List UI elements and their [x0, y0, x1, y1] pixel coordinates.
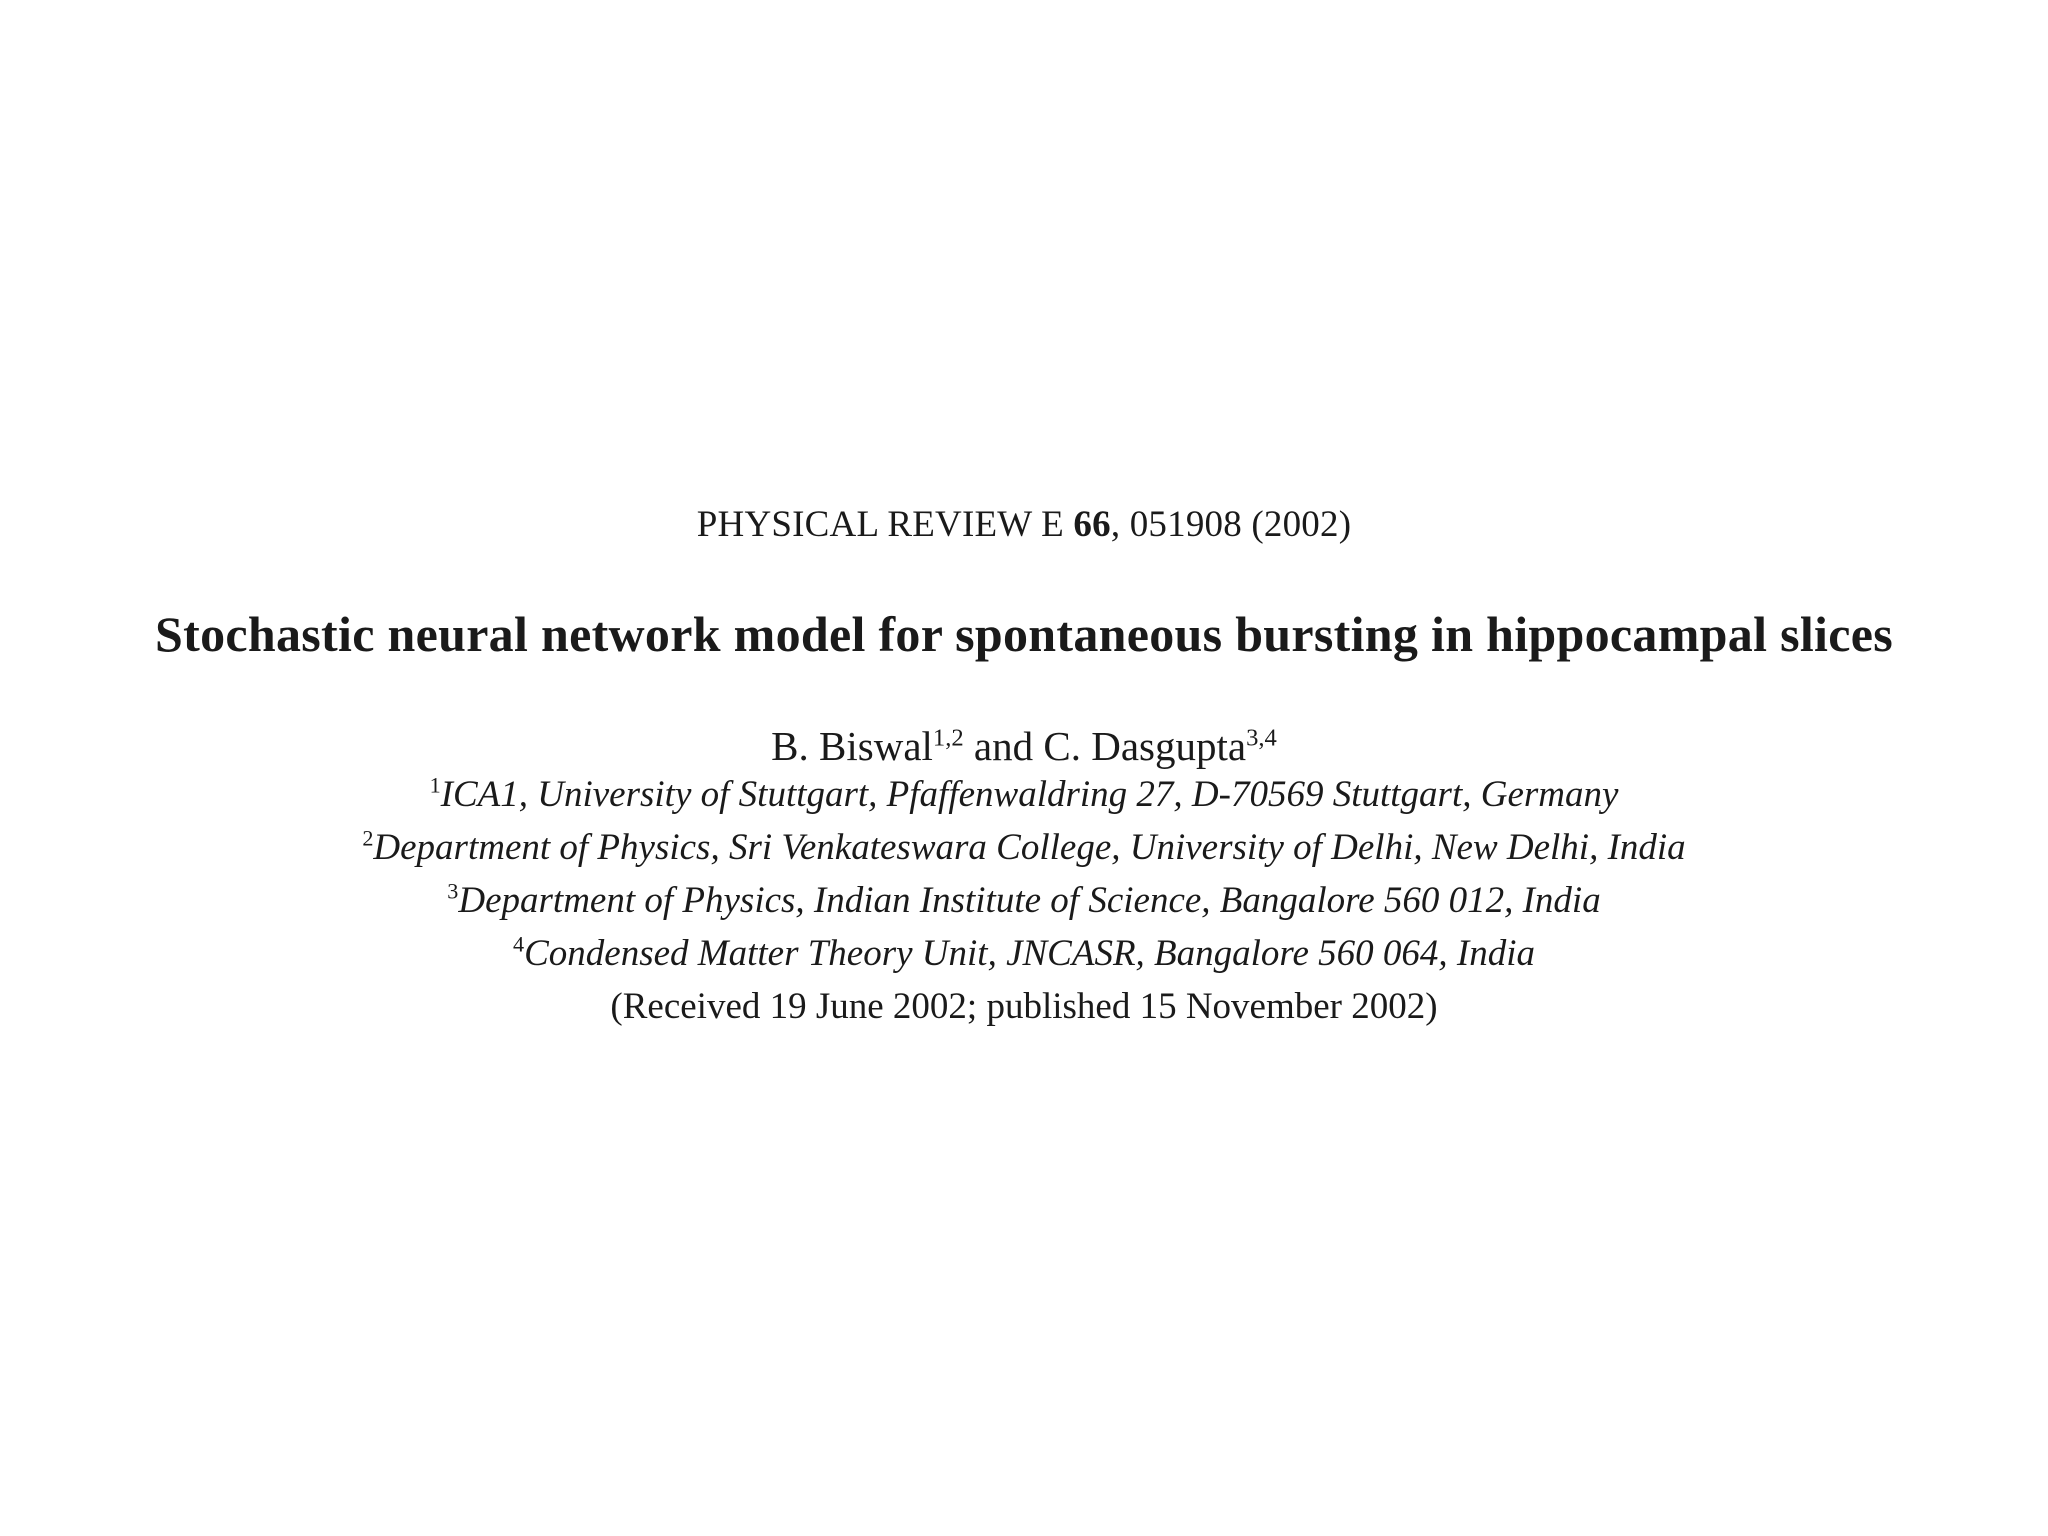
affiliation-number: 4	[513, 931, 525, 957]
affiliation-text: Department of Physics, Sri Venkateswara College, University of Delhi, New Delhi, India	[373, 827, 1686, 868]
author-name: C. Dasgupta	[1043, 723, 1247, 769]
received-published-dates: (Received 19 June 2002; published 15 November 2002)	[610, 986, 1438, 1027]
affiliation-text: ICA1, University of Stuttgart, Pfaffenwaldring 27, D-70569 Stuttgart, Germany	[440, 774, 1619, 815]
affiliation-number: 1	[429, 772, 441, 798]
author-list	[0, 722, 2048, 770]
author-affiliation-marker: 1,2	[932, 724, 964, 752]
paper-title: Stochastic neural network model for spontaneous bursting in hippocampal slices	[155, 606, 1893, 662]
author-name: B. Biswal	[771, 723, 933, 769]
affiliation	[0, 932, 2048, 975]
affiliation-number: 3	[447, 878, 459, 904]
journal-volume: 66	[1073, 504, 1111, 545]
journal-name: PHYSICAL REVIEW E	[696, 504, 1074, 545]
affiliation-text: Department of Physics, Indian Institute of Science, Bangalore 560 012, India	[458, 880, 1601, 921]
affiliation	[0, 773, 2048, 816]
journal-citation	[0, 503, 2048, 546]
affiliation	[0, 826, 2048, 869]
author-affiliation-marker: 3,4	[1246, 724, 1277, 752]
affiliation-number: 2	[362, 825, 374, 851]
author-connector: and	[963, 723, 1044, 769]
affiliation	[0, 879, 2048, 922]
journal-article-year: , 051908 (2002)	[1110, 504, 1352, 545]
affiliation-text: Condensed Matter Theory Unit, JNCASR, Bangalore 560 064, India	[524, 933, 1535, 974]
